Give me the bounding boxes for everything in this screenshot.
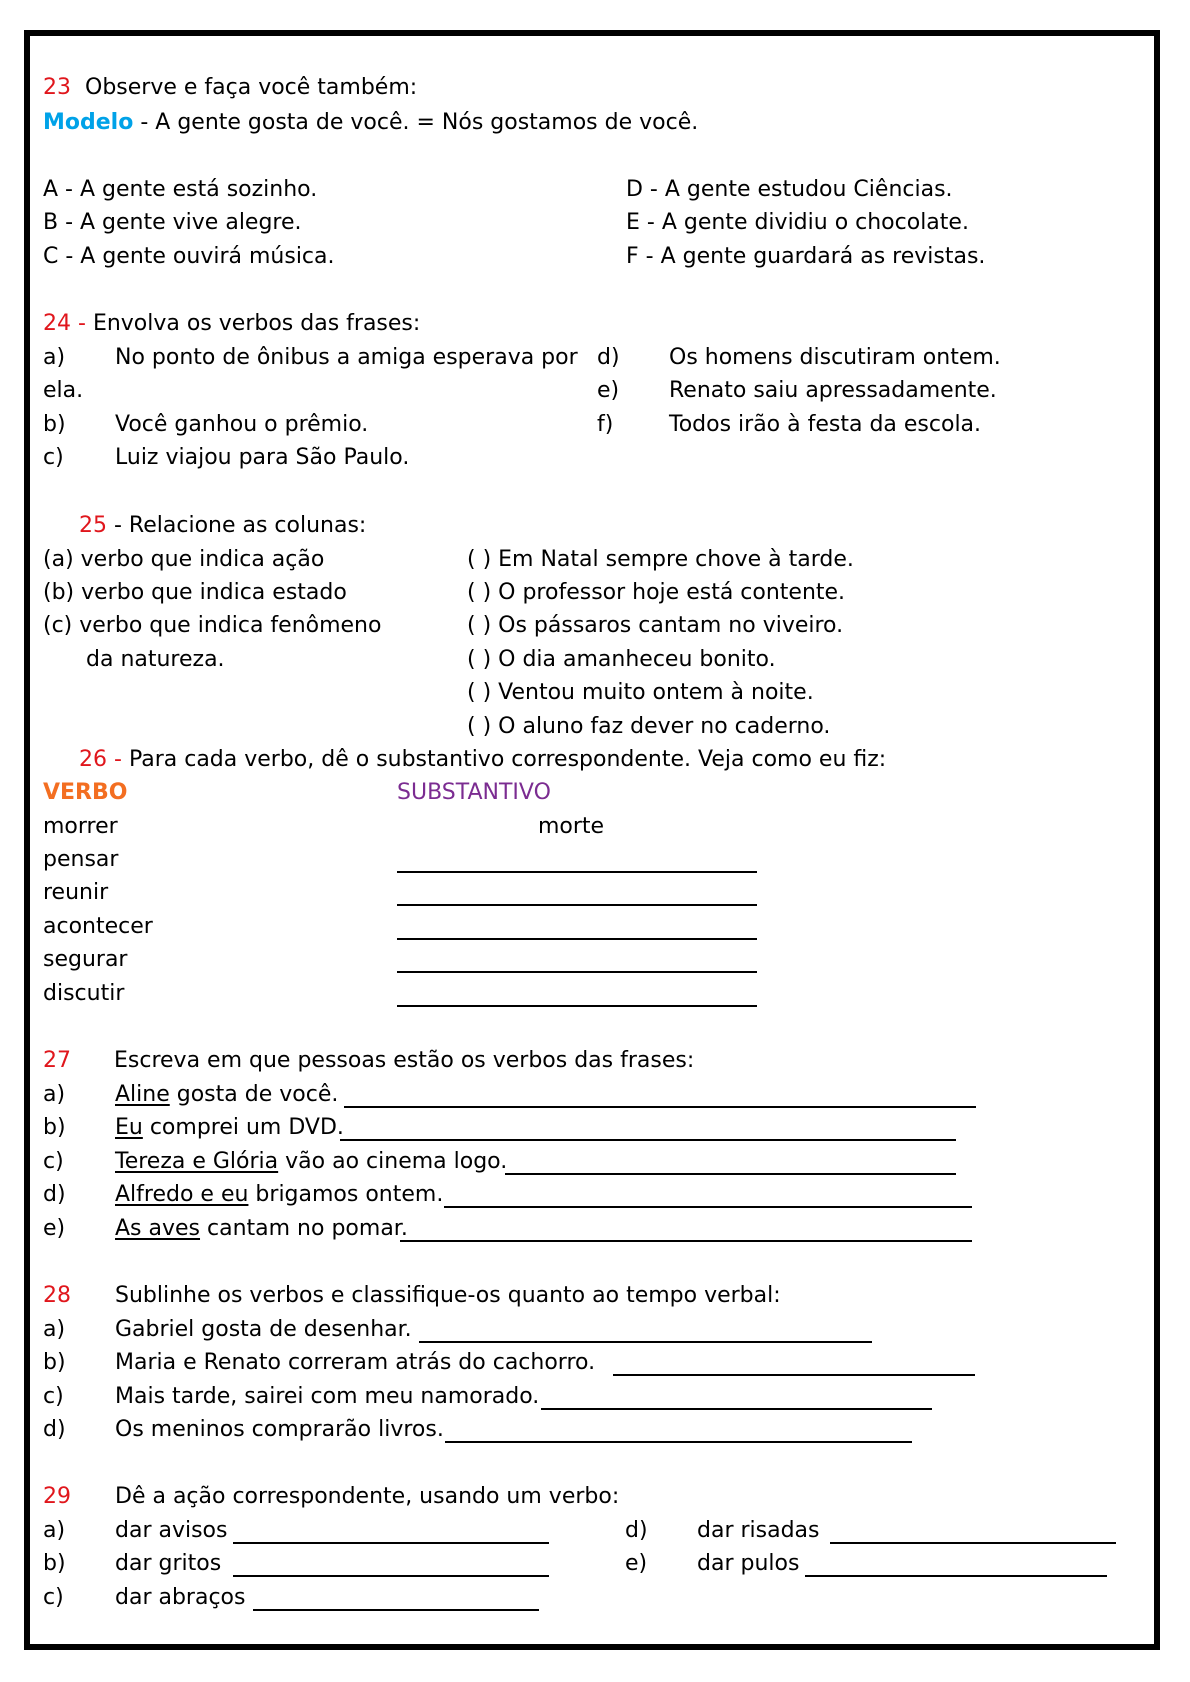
q23-model-text: - A gente gosta de você. = Nós gostamos de você. [140, 110, 699, 135]
q28-title: Sublinhe os verbos e classifique-os quanto ao tempo verbal: [115, 1283, 781, 1308]
q27-item-e [115, 1214, 408, 1244]
q23-item-f: F - A gente guardará as revistas. [626, 244, 986, 269]
q24-item-e-text: Renato saiu apressadamente. [669, 378, 997, 403]
q24-item-e-letter: e) [597, 378, 620, 403]
q28-item-b-letter: b) [43, 1350, 66, 1375]
q23-item-d: D - A gente estudou Ciências. [626, 177, 953, 202]
q29-item-a-text: dar avisos [115, 1518, 228, 1543]
q29-item-d-text: dar risadas [697, 1518, 820, 1543]
q28-item-a-text: Gabriel gosta de desenhar. [115, 1317, 412, 1342]
q26-verb-4: segurar [43, 947, 128, 972]
q28-answer-line-d[interactable] [445, 1441, 912, 1443]
q28-answer-line-b[interactable] [613, 1374, 975, 1376]
q24-item-d-text: Os homens discutiram ontem. [669, 345, 1001, 370]
q23-heading [43, 73, 417, 103]
q24-heading [43, 309, 420, 339]
q27-item-a-rest: gosta de você. [169, 1082, 339, 1107]
q27-item-e-subject: As aves [115, 1216, 201, 1241]
q25-heading [79, 511, 366, 541]
q27-answer-line-b[interactable] [340, 1139, 956, 1141]
q27-answer-line-d[interactable] [444, 1206, 972, 1208]
q26-example-verb: morrer [43, 814, 118, 839]
q23-item-a: A - A gente está sozinho. [43, 177, 318, 202]
q26-col-verb: VERBO [43, 780, 128, 805]
q26-answer-line-4[interactable] [397, 971, 757, 973]
q26-col-noun: SUBSTANTIVO [397, 780, 551, 805]
q26-title: Para cada verbo, dê o substantivo correspondente. Veja como eu fiz: [128, 747, 887, 772]
q27-item-a [115, 1080, 338, 1110]
q28-item-b-text: Maria e Renato correram atrás do cachorro. [115, 1350, 596, 1375]
q25-left-c-cont: da natureza. [86, 647, 225, 672]
q24-item-f-letter: f) [597, 412, 614, 437]
q27-item-c-letter: c) [43, 1149, 64, 1174]
q27-item-b-subject: Eu [115, 1115, 143, 1140]
q29-item-b-text: dar gritos [115, 1551, 222, 1576]
q23-model-label: Modelo [43, 110, 134, 135]
q26-heading [79, 745, 886, 775]
q24-item-b-text: Você ganhou o prêmio. [115, 412, 369, 437]
q24-number: 24 - [43, 311, 86, 336]
q27-item-a-subject: Aline [115, 1082, 170, 1107]
q29-answer-line-d[interactable] [830, 1542, 1116, 1544]
q24-title: Envolva os verbos das frases: [92, 311, 421, 336]
q29-number: 29 [43, 1484, 71, 1509]
q25-left-a: (a) verbo que indica ação [43, 547, 325, 572]
q29-answer-line-a[interactable] [233, 1542, 549, 1544]
q27-item-b [115, 1113, 344, 1143]
q24-item-a-cont: ela. [43, 378, 84, 403]
q27-item-a-letter: a) [43, 1082, 66, 1107]
q23-item-e: E - A gente dividiu o chocolate. [626, 210, 969, 235]
q29-item-a-letter: a) [43, 1518, 66, 1543]
q25-title: - Relacione as colunas: [114, 513, 367, 538]
q29-item-c-text: dar abraços [115, 1585, 246, 1610]
q24-item-c-letter: c) [43, 445, 64, 470]
q27-answer-line-c[interactable] [505, 1173, 956, 1175]
q26-number: 26 - [79, 747, 122, 772]
q27-item-e-letter: e) [43, 1216, 66, 1241]
q28-number: 28 [43, 1283, 71, 1308]
q28-item-c-text: Mais tarde, sairei com meu namorado. [115, 1384, 540, 1409]
q28-item-d-text: Os meninos comprarão livros. [115, 1417, 444, 1442]
q26-verb-1: pensar [43, 847, 119, 872]
q29-item-b-letter: b) [43, 1551, 66, 1576]
q29-item-d-letter: d) [625, 1518, 648, 1543]
q28-item-c-letter: c) [43, 1384, 64, 1409]
q23-item-b: B - A gente vive alegre. [43, 210, 302, 235]
q25-right-1: ( ) Em Natal sempre chove à tarde. [467, 547, 854, 572]
q27-item-d-letter: d) [43, 1182, 66, 1207]
q27-answer-line-e[interactable] [400, 1240, 972, 1242]
q29-item-e-letter: e) [625, 1551, 648, 1576]
q24-item-c-text: Luiz viajou para São Paulo. [115, 445, 410, 470]
q24-item-f-text: Todos irão à festa da escola. [669, 412, 982, 437]
q27-item-c-subject: Tereza e Glória [115, 1149, 279, 1174]
q26-answer-line-2[interactable] [397, 904, 757, 906]
q26-verb-5: discutir [43, 981, 125, 1006]
q23-title: Observe e faça você também: [85, 75, 418, 100]
q25-right-3: ( ) Os pássaros cantam no viveiro. [467, 613, 844, 638]
q24-item-b-letter: b) [43, 412, 66, 437]
q26-example-noun: morte [538, 814, 605, 839]
q25-left-c: (c) verbo que indica fenômeno [43, 613, 382, 638]
q27-title: Escreva em que pessoas estão os verbos das frases: [114, 1048, 695, 1073]
q25-number: 25 [79, 513, 107, 538]
q23-model [43, 108, 698, 138]
q26-answer-line-5[interactable] [397, 1005, 757, 1007]
q27-item-d-rest: brigamos ontem. [248, 1182, 444, 1207]
q29-item-c-letter: c) [43, 1585, 64, 1610]
q25-right-5: ( ) Ventou muito ontem à noite. [467, 680, 814, 705]
q26-answer-line-3[interactable] [397, 938, 757, 940]
q26-verb-3: acontecer [43, 914, 153, 939]
q23-item-c: C - A gente ouvirá música. [43, 244, 335, 269]
q26-answer-line-1[interactable] [397, 871, 757, 873]
q29-item-e-text: dar pulos [697, 1551, 800, 1576]
q26-verb-2: reunir [43, 880, 109, 905]
q29-answer-line-c[interactable] [253, 1609, 539, 1611]
q25-right-2: ( ) O professor hoje está contente. [467, 580, 846, 605]
q25-right-6: ( ) O aluno faz dever no caderno. [467, 714, 831, 739]
q24-item-a-text: No ponto de ônibus a amiga esperava por [115, 345, 578, 370]
q29-answer-line-b[interactable] [233, 1575, 549, 1577]
q27-item-d-subject: Alfredo e eu [115, 1182, 249, 1207]
q28-item-a-letter: a) [43, 1317, 66, 1342]
q27-item-b-rest: comprei um DVD. [142, 1115, 344, 1140]
q28-item-d-letter: d) [43, 1417, 66, 1442]
q23-number: 23 [43, 75, 71, 100]
q27-item-c [115, 1147, 507, 1177]
q27-item-c-rest: vão ao cinema logo. [278, 1149, 508, 1174]
q27-number: 27 [43, 1048, 71, 1073]
q28-answer-line-a[interactable] [419, 1341, 872, 1343]
q24-item-a-letter: a) [43, 345, 66, 370]
q27-item-b-letter: b) [43, 1115, 66, 1140]
q27-answer-line-a[interactable] [344, 1106, 976, 1108]
q24-item-d-letter: d) [597, 345, 620, 370]
q25-left-b: (b) verbo que indica estado [43, 580, 347, 605]
q29-answer-line-e[interactable] [805, 1575, 1107, 1577]
q29-title: Dê a ação correspondente, usando um verbo: [115, 1484, 620, 1509]
q27-item-d [115, 1180, 443, 1210]
q27-item-e-rest: cantam no pomar. [200, 1216, 408, 1241]
q28-answer-line-c[interactable] [541, 1408, 932, 1410]
q25-right-4: ( ) O dia amanheceu bonito. [467, 647, 776, 672]
